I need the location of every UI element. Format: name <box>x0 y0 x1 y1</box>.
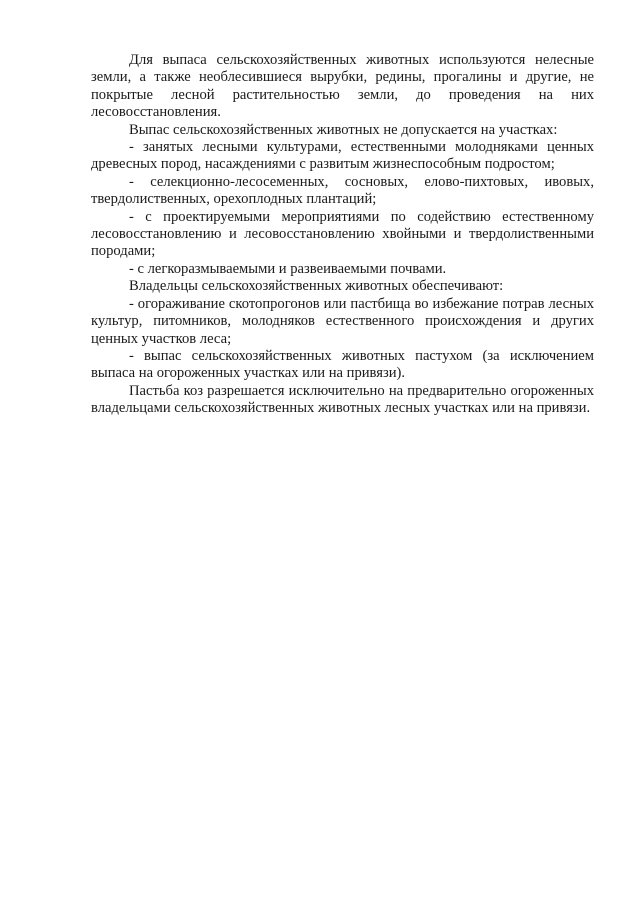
list-item-plantations: - селекционно-лесосеменных, сосновых, елово-пихтовых, ивовых, твердолиственных, орехоплодных плантаций; <box>91 173 594 208</box>
list-item-reforestation-measures: - с проектируемыми мероприятиями по содействию естественному лесовосстановлению и лесовосстановлению хвойными и твердолиственными породами; <box>91 208 594 260</box>
paragraph-grazing-prohibited: Выпас сельскохозяйственных животных не допускается на участках: <box>129 121 558 138</box>
list-item-shepherd: - выпас сельскохозяйственных животных пастухом (за исключением выпаса на огороженных участках или на привязи). <box>91 347 594 382</box>
paragraph-goats: Пастьба коз разрешается исключительно на предварительно огороженных владельцами сельскохозяйственных животных лесных участках или на привязи. <box>91 382 594 417</box>
list-item-forest-cultures: - занятых лесными культурами, естественными молодняками ценных древесных пород, насаждениями с развитым жизнеспособным подростом; <box>91 139 594 173</box>
list-item-erodible-soils: - с легкоразмываемыми и развеиваемыми почвами. <box>129 260 447 277</box>
paragraph-grazing-lands: Для выпаса сельскохозяйственных животных используются нелесные земли, а также необлесившиеся вырубки, редины, прогалины и другие, не покрытые лесной растительностью земли, до проведения на них лесовосстановления. <box>91 52 594 121</box>
document-page <box>91 52 594 418</box>
paragraph-owners-ensure: Владельцы сельскохозяйственных животных обеспечивают: <box>129 278 504 295</box>
list-item-fencing: - огораживание скотопрогонов или пастбища во избежание потрав лесных культур, питомников, молодняков естественного происхождения и других ценных участков леса; <box>91 295 594 347</box>
